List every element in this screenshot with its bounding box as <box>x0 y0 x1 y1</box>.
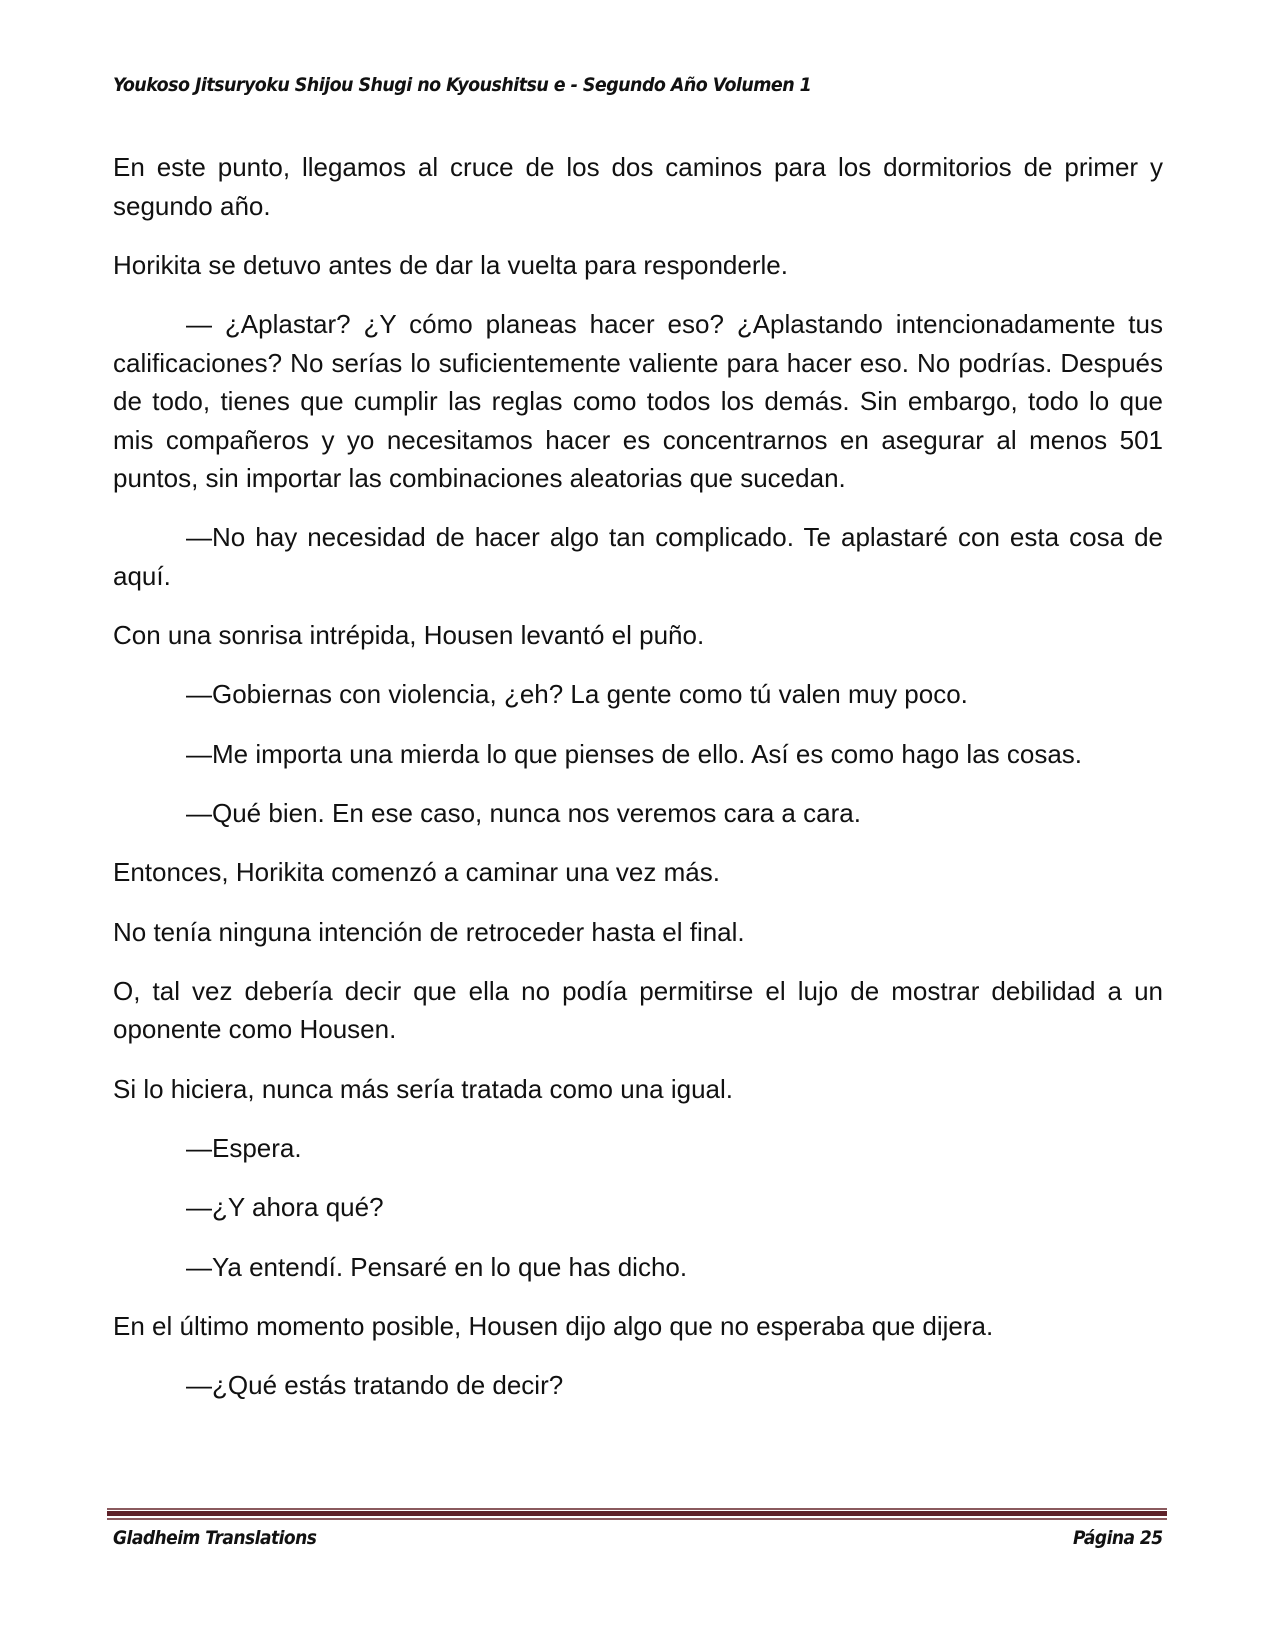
dialogue-paragraph: —Espera. <box>186 1133 302 1164</box>
dialogue-paragraph: —¿Qué estás tratando de decir? <box>186 1370 564 1401</box>
narration-paragraph: En el último momento posible, Housen dijo algo que no esperaba que dijera. <box>113 1310 994 1341</box>
dialogue-paragraph: —Me importa una mierda lo que pienses de ello. Así es como hago las cosas. <box>186 738 1083 769</box>
footer-rule-thin-bottom <box>107 1518 1167 1520</box>
footer-translator: Gladheim Translations <box>113 1527 317 1549</box>
dialogue-paragraph: —Ya entendí. Pensaré en lo que has dicho. <box>186 1251 688 1282</box>
dialogue-paragraph: —No hay necesidad de hacer algo tan complicado. Te aplastaré con esta cosa de aquí. <box>113 522 1163 591</box>
footer-page-number: Página 25 <box>1073 1527 1163 1549</box>
dialogue-paragraph: —¿Y ahora qué? <box>186 1192 384 1223</box>
dialogue-paragraph: — ¿Aplastar? ¿Y cómo planeas hacer eso? ¿Aplastando intencionadamente tus calificaciones? No serías lo suficientemente valiente para hacer eso. No podrías. Después de todo, tienes que cumplir las reglas como todos los demás. Sin embargo, todo lo que mis compañeros y yo necesitamos hacer es concentrarnos en asegurar al menos 501 puntos, sin importar las combinaciones aleatorias que sucedan. <box>113 309 1163 494</box>
narration-paragraph: En este punto, llegamos al cruce de los dos caminos para los dormitorios de primer y segundo año. <box>113 152 1163 221</box>
dialogue-paragraph: —Qué bien. En ese caso, nunca nos veremos cara a cara. <box>186 798 861 829</box>
running-header: Youkoso Jitsuryoku Shijou Shugi no Kyoushitsu e - Segundo Año Volumen 1 <box>113 74 812 96</box>
narration-paragraph: Entonces, Horikita comenzó a caminar una vez más. <box>113 857 720 888</box>
narration-paragraph: Si lo hiciera, nunca más sería tratada como una igual. <box>113 1073 734 1104</box>
narration-paragraph: Horikita se detuvo antes de dar la vuelta para responderle. <box>113 249 788 280</box>
narration-paragraph: No tenía ninguna intención de retroceder hasta el final. <box>113 916 745 947</box>
narration-paragraph: O, tal vez debería decir que ella no podía permitirse el lujo de mostrar debilidad a un oponente como Housen. <box>113 975 1163 1045</box>
footer-rule-thick <box>107 1511 1167 1516</box>
page-body <box>113 148 1163 1426</box>
dialogue-paragraph: —Gobiernas con violencia, ¿eh? La gente como tú valen muy poco. <box>186 679 968 710</box>
footer-rule-thin-top <box>107 1508 1167 1510</box>
narration-paragraph: Con una sonrisa intrépida, Housen levantó el puño. <box>113 620 705 651</box>
